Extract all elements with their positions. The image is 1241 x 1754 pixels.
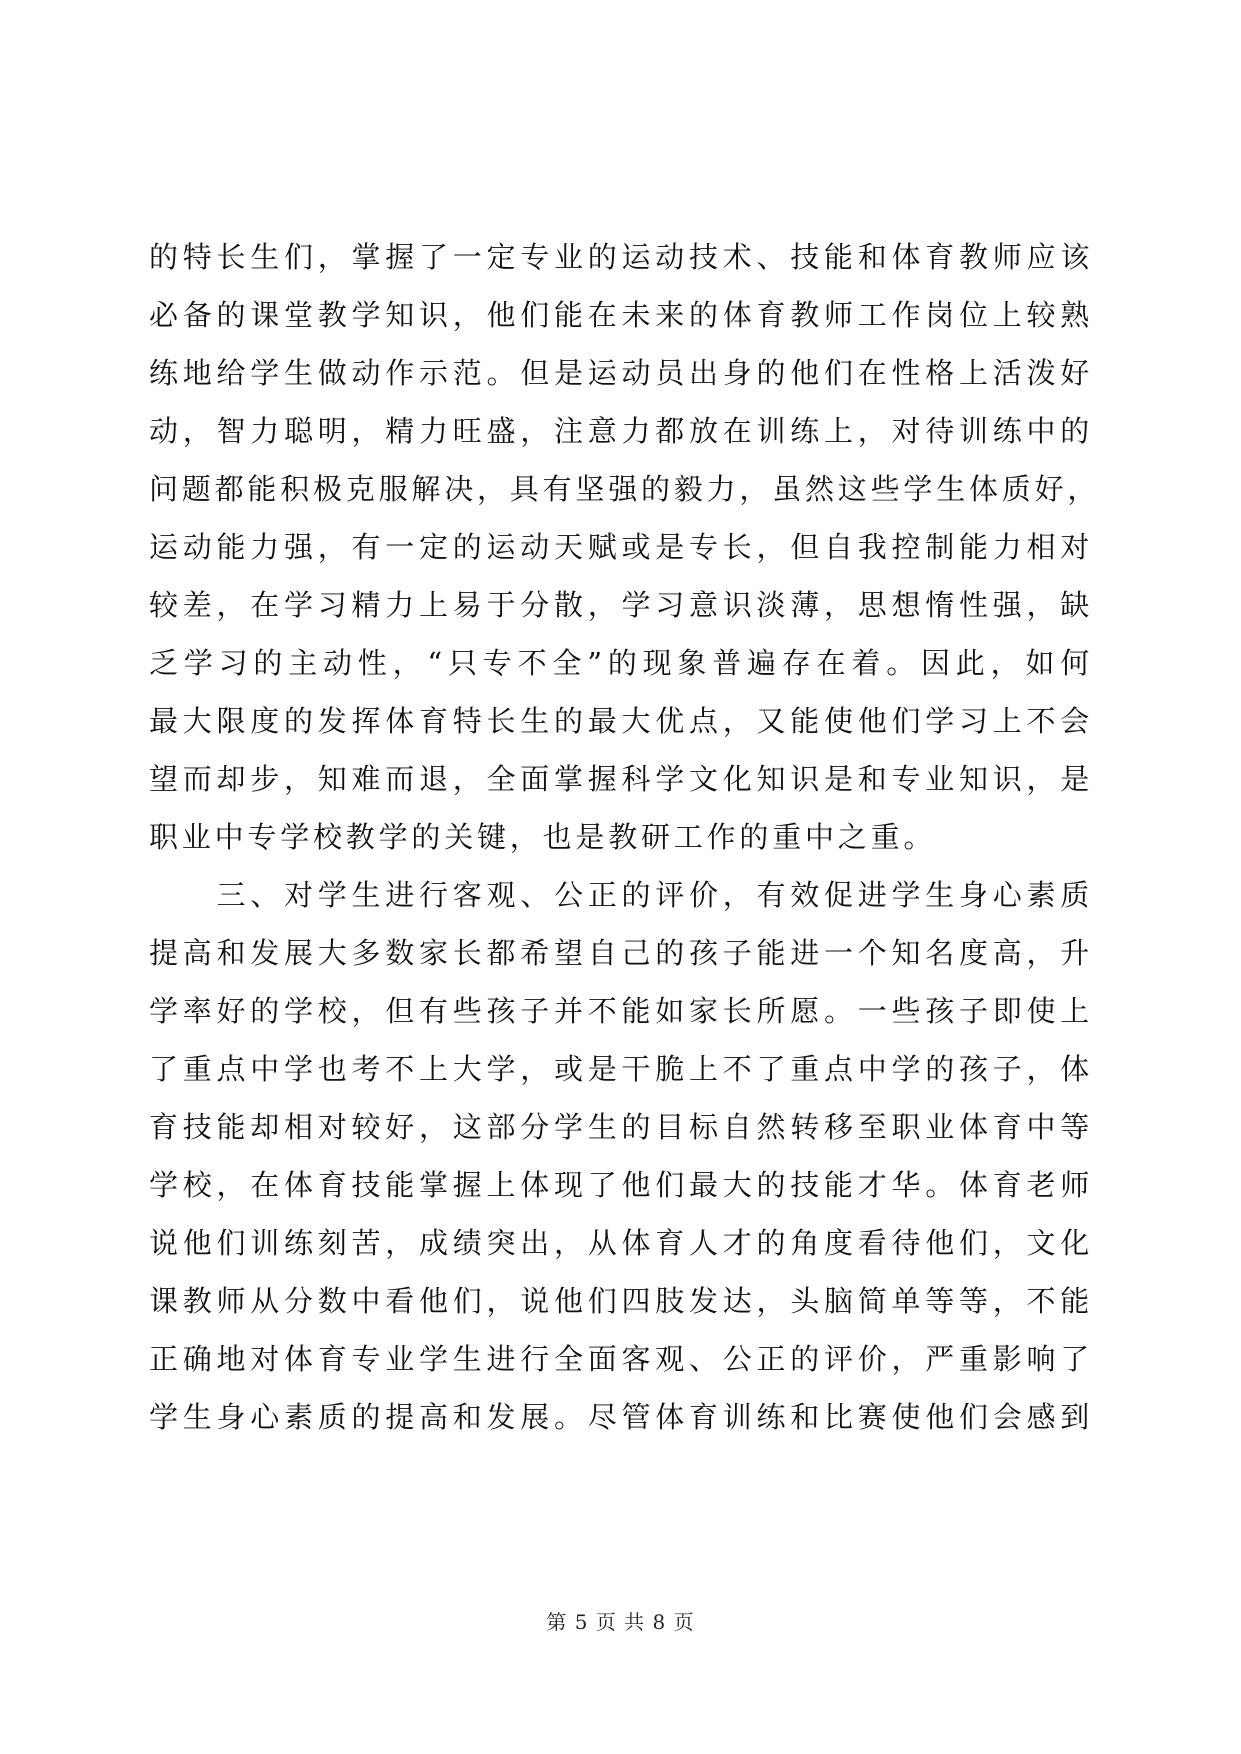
text-line: 育技能却相对较好，这部分学生的目标自然转移至职业体育中等 (149, 1110, 1093, 1144)
page-number-footer: 第 5 页 共 8 页 (546, 1610, 695, 1634)
text-line-paragraph-end: 职业中专学校教学的关键，也是教研工作的重中之重。 (149, 820, 937, 854)
text-line: 课教师从分数中看他们，说他们四肢发达，头脑简单等等，不能 (149, 1284, 1093, 1318)
text-line: 学校，在体育技能掌握上体现了他们最大的技能才华。体育老师 (149, 1168, 1093, 1202)
text-line: 必备的课堂教学知识，他们能在未来的体育教师工作岗位上较熟 (149, 298, 1093, 332)
text-line: 正确地对体育专业学生进行全面客观、公正的评价，严重影响了 (149, 1342, 1093, 1376)
text-line: 了重点中学也考不上大学，或是干脆上不了重点中学的孩子，体 (149, 1052, 1093, 1086)
text-line: 说他们训练刻苦，成绩突出，从体育人才的角度看待他们，文化 (149, 1226, 1093, 1260)
text-line: 的特长生们，掌握了一定专业的运动技术、技能和体育教师应该 (149, 240, 1093, 274)
text-line: 乏学习的主动性，“只专不全”的现象普遍存在着。因此，如何 (149, 646, 1093, 680)
text-line: 练地给学生做动作示范。但是运动员出身的他们在性格上活泼好 (149, 356, 1093, 390)
body-text (149, 228, 1101, 1446)
text-line-paragraph-start: 三、对学生进行客观、公正的评价，有效促进学生身心素质 (149, 878, 1093, 912)
text-line: 较差，在学习精力上易于分散，学习意识淡薄，思想惰性强，缺 (149, 588, 1093, 622)
text-line: 运动能力强，有一定的运动天赋或是专长，但自我控制能力相对 (149, 530, 1093, 564)
text-line: 问题都能积极克服解决，具有坚强的毅力，虽然这些学生体质好， (149, 472, 1101, 506)
text-line: 学率好的学校，但有些孩子并不能如家长所愿。一些孩子即使上 (149, 994, 1093, 1028)
text-line: 望而却步，知难而退，全面掌握科学文化知识是和专业知识，是 (149, 762, 1093, 796)
text-line: 学生身心素质的提高和发展。尽管体育训练和比赛使他们会感到 (149, 1400, 1093, 1434)
text-line: 提高和发展大多数家长都希望自己的孩子能进一个知名度高，升 (149, 936, 1093, 970)
text-line: 动，智力聪明，精力旺盛，注意力都放在训练上，对待训练中的 (149, 414, 1093, 448)
text-line: 最大限度的发挥体育特长生的最大优点，又能使他们学习上不会 (149, 704, 1093, 738)
